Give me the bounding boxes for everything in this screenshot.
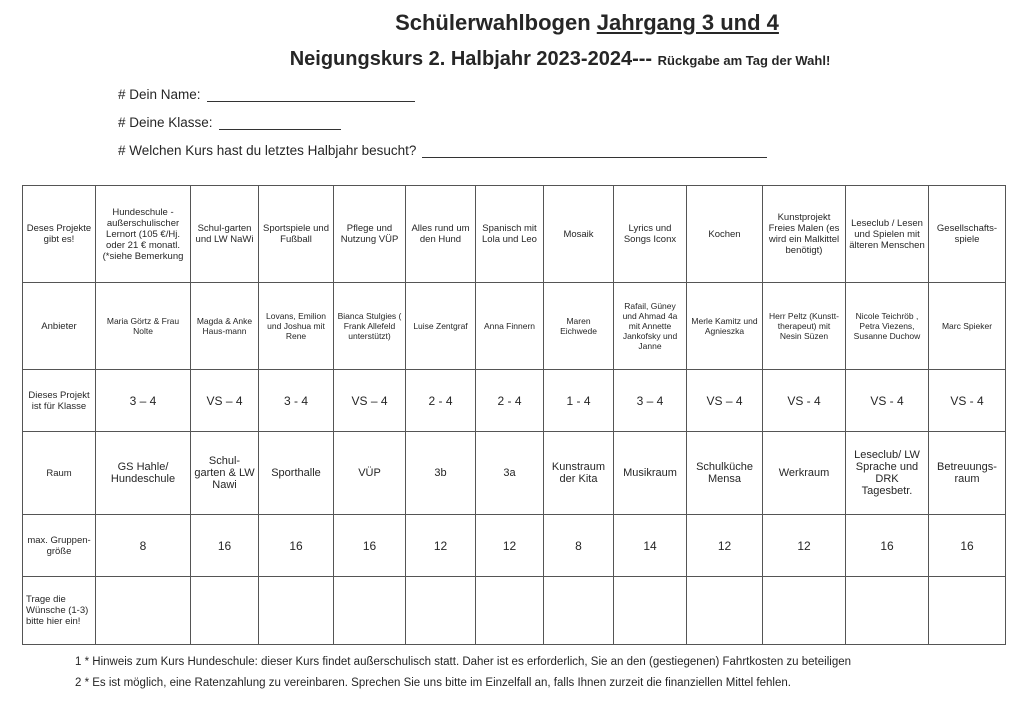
row-label-group-size: max. Gruppen-größe — [23, 515, 96, 577]
grade-range-cell: VS - 4 — [763, 370, 846, 432]
grade-range-cell: 3 – 4 — [614, 370, 687, 432]
subtitle-main: Neigungskurs 2. Halbjahr 2023-2024--- — [289, 48, 658, 70]
footnote-2: 2 * Es ist möglich, eine Ratenzahlung zu vereinbaren. Sprechen Sie uns bitte im Einzelfall an, falls Ihnen zurzeit die finanziellen Mittel fehlen. — [75, 677, 791, 689]
course-name-cell: Kochen — [687, 186, 763, 283]
grade-range-cell: 1 - 4 — [544, 370, 614, 432]
wish-cell — [191, 577, 259, 645]
course-name-cell: Gesellschafts-spiele — [929, 186, 1006, 283]
provider-cell: Marc Spieker — [929, 283, 1006, 370]
provider-cell: Rafail, Güney und Ahmad 4a mit Annette Jankofsky und Janne — [614, 283, 687, 370]
provider-cell: Maren Eichwede — [544, 283, 614, 370]
room-cell: Schulküche Mensa — [687, 432, 763, 515]
wish-cell — [96, 577, 191, 645]
room-cell: Musikraum — [614, 432, 687, 515]
course-name-cell: Mosaik — [544, 186, 614, 283]
provider-cell: Herr Peltz (Kunstt- therapeut) mit Nesin Süzen — [763, 283, 846, 370]
group-size-cell: 12 — [763, 515, 846, 577]
previous-course-blank-line — [422, 143, 767, 158]
course-name-cell: Leseclub / Lesen und Spielen mit älteren Menschen — [846, 186, 929, 283]
row-label-room: Raum — [23, 432, 96, 515]
grade-range-cell: 2 - 4 — [476, 370, 544, 432]
room-cell: Leseclub/ LW Sprache und DRK Tagesbetr. — [846, 432, 929, 515]
grade-range-cell: VS - 4 — [846, 370, 929, 432]
provider-cell: Bianca Stulgies ( Frank Allefeld unterstützt) — [334, 283, 406, 370]
row-label-provider: Anbieter — [23, 283, 96, 370]
grade-range-cell: 3 - 4 — [259, 370, 334, 432]
room-cell: Schul-garten & LW Nawi — [191, 432, 259, 515]
group-size-cell: 16 — [929, 515, 1006, 577]
previous-course-field-row — [118, 143, 767, 158]
row-label-wishes: Trage die Wünsche (1-3) bitte hier ein! — [23, 577, 96, 645]
wish-cell — [544, 577, 614, 645]
room-cell: GS Hahle/ Hundeschule — [96, 432, 191, 515]
grade-range-cell: VS – 4 — [191, 370, 259, 432]
table-row-providers — [23, 283, 1006, 370]
course-name-cell: Pflege und Nutzung VÜP — [334, 186, 406, 283]
wish-cell — [406, 577, 476, 645]
course-name-cell: Hundeschule - außerschulischer Lernort (105 €/Hj. oder 21 € monatl. (*siehe Bemerkung — [96, 186, 191, 283]
row-label-courses: Deses Projekte gibt es! — [23, 186, 96, 283]
group-size-cell: 8 — [96, 515, 191, 577]
grade-range-cell: VS – 4 — [334, 370, 406, 432]
table-row-grade-range — [23, 370, 1006, 432]
name-blank-line — [207, 87, 415, 102]
row-label-grade-range: Dieses Projekt ist für Klasse — [23, 370, 96, 432]
provider-cell: Anna Finnern — [476, 283, 544, 370]
course-name-cell: Spanisch mit Lola und Leo — [476, 186, 544, 283]
provider-cell: Lovans, Emilion und Joshua mit Rene — [259, 283, 334, 370]
room-cell: Kunstraum der Kita — [544, 432, 614, 515]
course-name-cell: Kunstprojekt Freies Malen (es wird ein Malkittel benötigt) — [763, 186, 846, 283]
wish-cell — [614, 577, 687, 645]
room-cell: Betreuungs-raum — [929, 432, 1006, 515]
room-cell: Werkraum — [763, 432, 846, 515]
course-selection-table — [22, 185, 1006, 645]
group-size-cell: 12 — [476, 515, 544, 577]
name-label: # Dein Name: — [118, 87, 201, 102]
table-row-rooms — [23, 432, 1006, 515]
title-prefix: Schülerwahlbogen — [395, 10, 597, 35]
course-name-cell: Sportspiele und Fußball — [259, 186, 334, 283]
course-name-cell: Schul-garten und LW NaWi — [191, 186, 259, 283]
class-label: # Deine Klasse: — [118, 115, 213, 130]
title-underlined-part: Jahrgang 3 und 4 — [596, 10, 779, 35]
room-cell: 3a — [476, 432, 544, 515]
course-name-cell: Lyrics und Songs Iconx — [614, 186, 687, 283]
provider-cell: Merle Kamitz und Agnieszka — [687, 283, 763, 370]
wish-cell — [334, 577, 406, 645]
group-size-cell: 12 — [406, 515, 476, 577]
class-field-row — [118, 115, 767, 130]
provider-cell: Luise Zentgraf — [406, 283, 476, 370]
name-field-row — [118, 87, 767, 102]
grade-range-cell: 2 - 4 — [406, 370, 476, 432]
group-size-cell: 14 — [614, 515, 687, 577]
group-size-cell: 16 — [259, 515, 334, 577]
wish-cell — [476, 577, 544, 645]
course-name-cell: Alles rund um den Hund — [406, 186, 476, 283]
wish-cell — [846, 577, 929, 645]
group-size-cell: 16 — [334, 515, 406, 577]
class-blank-line — [219, 115, 341, 130]
grade-range-cell: VS – 4 — [687, 370, 763, 432]
page-subtitle — [240, 48, 880, 71]
table-row-wishes — [23, 577, 1006, 645]
provider-cell: Magda & Anke Haus-mann — [191, 283, 259, 370]
footnote-1: 1 * Hinweis zum Kurs Hundeschule: dieser Kurs findet außerschulisch statt. Daher ist es erforderlich, Sie an den (gestiegenen) Fahrtkosten zu beteiligen — [75, 656, 852, 668]
subtitle-return-note: Rückgabe am Tag der Wahl! — [657, 53, 831, 68]
room-cell: VÜP — [334, 432, 406, 515]
room-cell: 3b — [406, 432, 476, 515]
page-title — [277, 10, 897, 36]
room-cell: Sporthalle — [259, 432, 334, 515]
previous-course-label: # Welchen Kurs hast du letztes Halbjahr besucht? — [118, 143, 417, 158]
provider-cell: Maria Görtz & Frau Nolte — [96, 283, 191, 370]
group-size-cell: 16 — [846, 515, 929, 577]
provider-cell: Nicole Teichröb , Petra Viezens, Susanne Duchow — [846, 283, 929, 370]
wish-cell — [259, 577, 334, 645]
group-size-cell: 12 — [687, 515, 763, 577]
wish-cell — [687, 577, 763, 645]
table-row-courses — [23, 186, 1006, 283]
student-info-form — [118, 87, 767, 171]
wish-cell — [763, 577, 846, 645]
group-size-cell: 16 — [191, 515, 259, 577]
grade-range-cell: VS - 4 — [929, 370, 1006, 432]
wish-cell — [929, 577, 1006, 645]
grade-range-cell: 3 – 4 — [96, 370, 191, 432]
footnotes — [75, 656, 851, 698]
group-size-cell: 8 — [544, 515, 614, 577]
table-row-group-size — [23, 515, 1006, 577]
